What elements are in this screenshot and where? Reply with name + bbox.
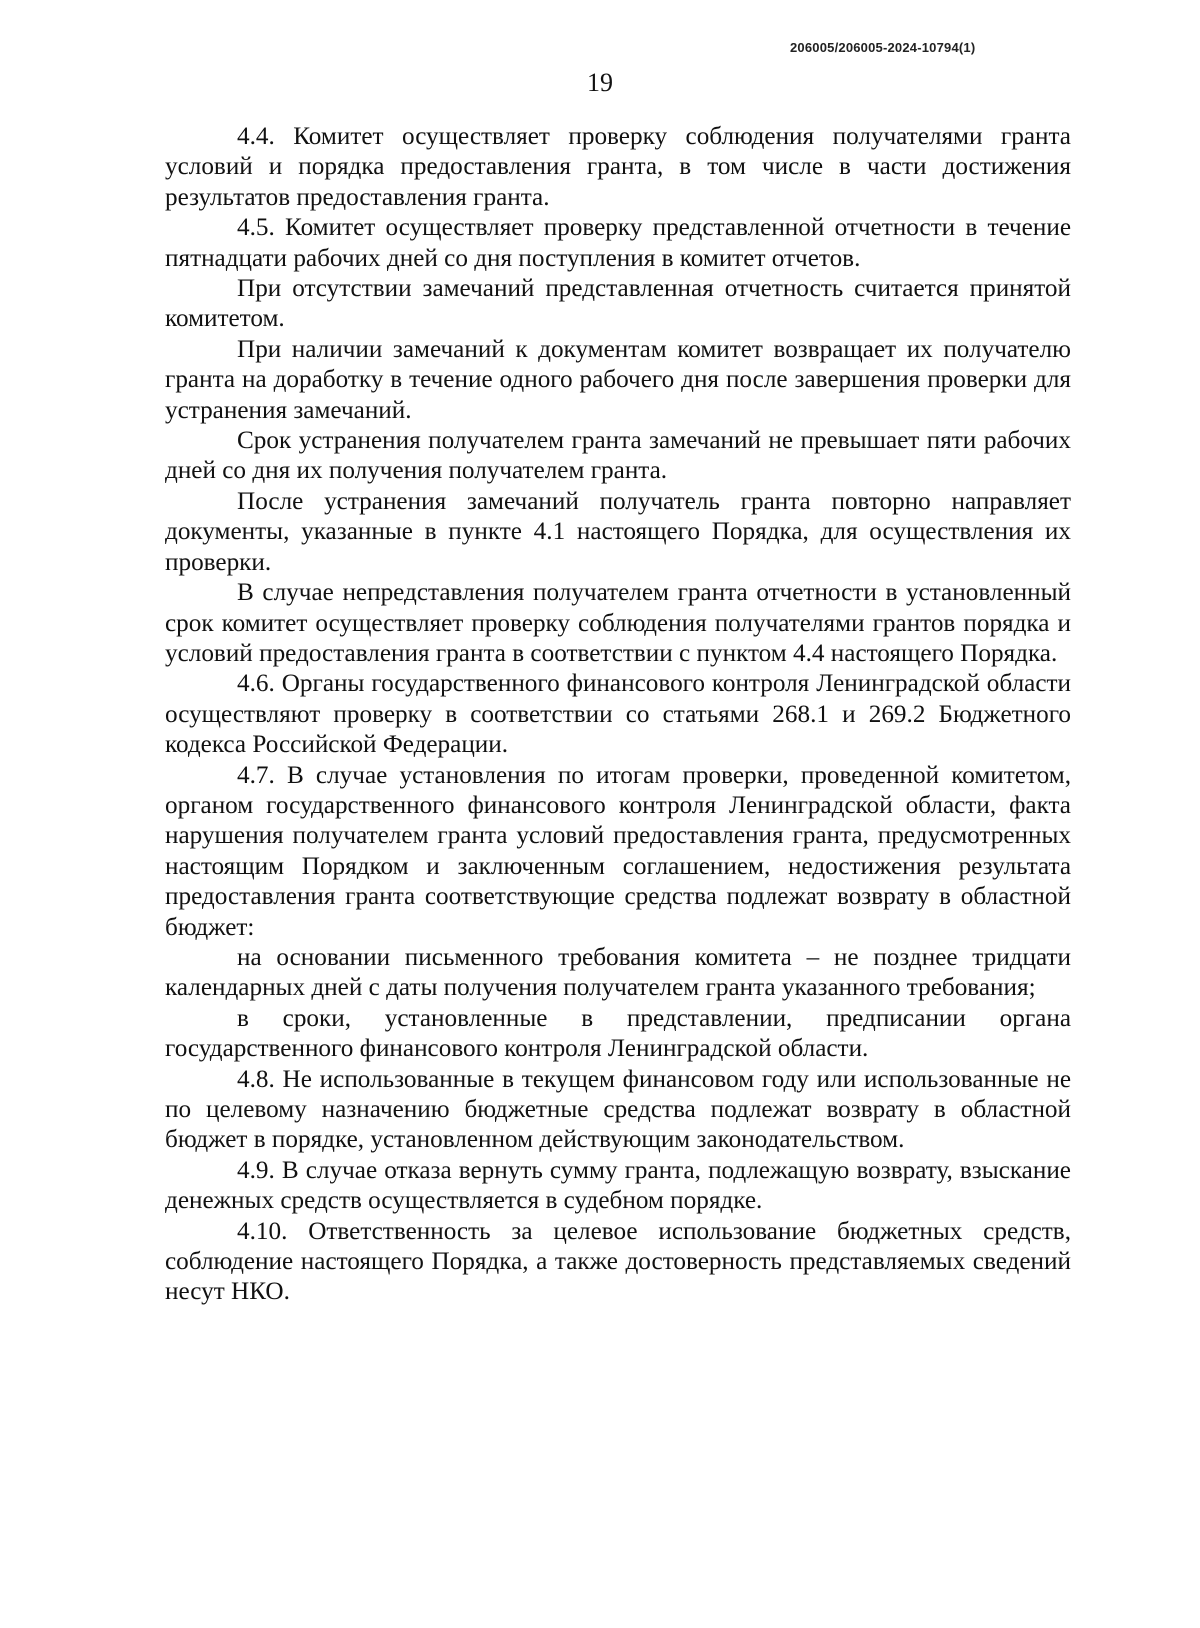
paragraph-no-remarks: При отсутствии замечаний представленная отчетность считается принятой комитетом. (165, 275, 1071, 333)
paragraph-resubmission: После устранения замечаний получатель гранта повторно направляет документы, указанные в пункте 4.1 настоящего Порядка, для осуществления их проверки. (165, 487, 1071, 576)
paragraph-4-6: 4.6. Органы государственного финансового контроля Ленинградской области осуществляют проверку в соответствии со статьями 268.1 и 269.2 Бюджетного кодекса Российской Федерации. (165, 670, 1071, 759)
page-number: 19 (587, 68, 613, 97)
paragraph-written-demand: на основании письменного требования комитета – не позднее тридцати календарных дней с даты получения получателем гранта указанного требования; (165, 943, 1071, 1002)
paragraph-4-7: 4.7. В случае установления по итогам проверки, проведенной комитетом, органом государственного финансового контроля Ленинградской области, факта нарушения получателем гранта условий предоставления гранта, предусмотренных настоящим Порядком и заключенным соглашением, недостижения результата предоставления гранта соответствующие средства подлежат возврату в областной бюджет: (165, 761, 1071, 941)
document-body (165, 122, 1071, 1308)
paragraph-non-submission: В случае непредставления получателем гранта отчетности в установленный срок комитет осуществляет проверку соблюдения получателями грантов порядка и условий предоставления гранта в соответствии с пунктом 4.4 настоящего Порядка. (165, 579, 1071, 667)
paragraph-4-10: 4.10. Ответственность за целевое использование бюджетных средств, соблюдение настоящего Порядка, а также достоверность представляемых сведений несут НКО. (165, 1217, 1071, 1306)
paragraph-4-4: 4.4. Комитет осуществляет проверку соблюдения получателями гранта условий и порядка предоставления гранта, в том числе в части достижения результатов предоставления гранта. (165, 123, 1071, 211)
paragraph-control-deadlines: в сроки, установленные в представлении, предписании органа государственного финансового контроля Ленинградской области. (165, 1004, 1071, 1063)
paragraph-remarks-return: При наличии замечаний к документам комитет возвращает их получателю гранта на доработку в течение одного рабочего дня после завершения проверки для устранения замечаний. (165, 335, 1071, 424)
paragraph-remarks-deadline: Срок устранения получателем гранта замечаний не превышает пяти рабочих дней со дня их получения получателем гранта. (165, 427, 1071, 485)
paragraph-4-9: 4.9. В случае отказа вернуть сумму гранта, подлежащую возврату, взыскание денежных средств осуществляется в судебном порядке. (165, 1156, 1071, 1215)
document-id: 206005/206005-2024-10794(1) (790, 40, 976, 55)
paragraph-4-5: 4.5. Комитет осуществляет проверку представленной отчетности в течение пятнадцати рабочих дней со дня поступления в комитет отчетов. (165, 214, 1071, 272)
paragraph-4-8: 4.8. Не использованные в текущем финансовом году или использованные не по целевому назначению бюджетные средства подлежат возврату в областной бюджет в порядке, установленном действующим законодательством. (165, 1065, 1071, 1154)
